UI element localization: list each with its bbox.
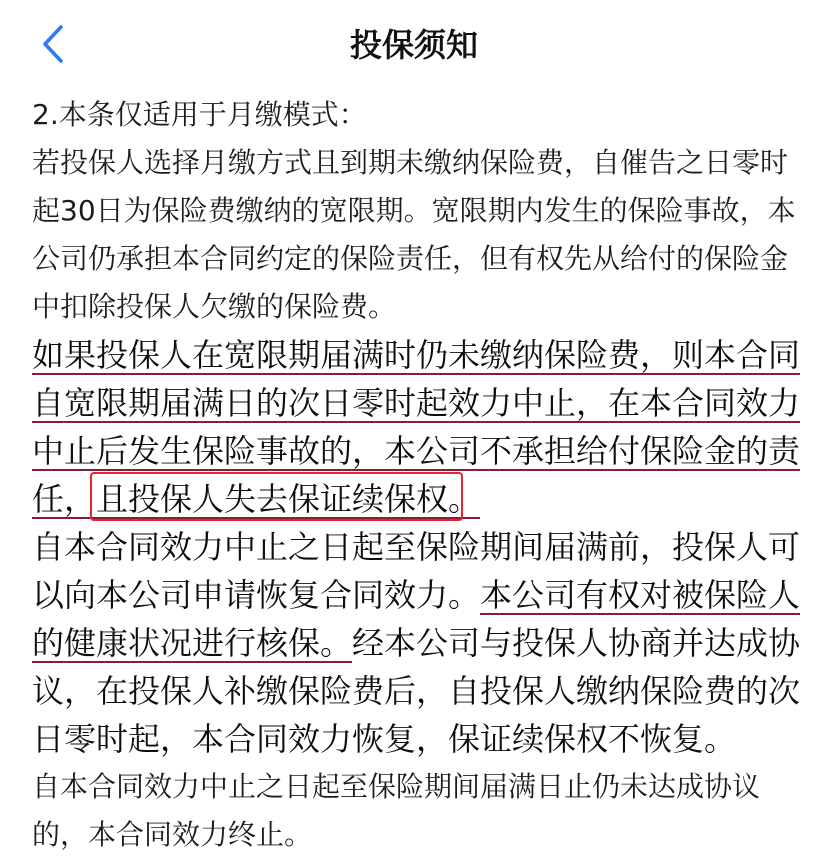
- text-line: [32, 619, 828, 667]
- clause-termination: [32, 763, 828, 859]
- highlighted-text: [96, 475, 480, 523]
- text-line: 起30日为保险费缴纳的宽限期。宽限期内发生的保险事故，本: [32, 194, 796, 227]
- notice-content: [0, 91, 828, 859]
- underlined-text: 本公司有权对被保险人: [480, 576, 801, 614]
- text-line: 中扣除投保人欠缴的保险费。: [32, 290, 397, 323]
- text-line: 日零时起，本合同效力恢复，保证续保权不恢复。: [32, 720, 737, 758]
- text-line: [32, 571, 828, 619]
- text-line: [32, 331, 828, 379]
- plain-text: 以向本公司申请恢复合同效力。: [32, 576, 481, 614]
- underlined-text: 自宽限期届满日的次日零时起效力中止，在本合同效力: [32, 384, 801, 422]
- underlined-text: 如果投保人在宽限期届满时仍未缴纳保险费，则本合同: [32, 336, 801, 374]
- plain-text: 经本公司与投保人协商并达成协: [352, 624, 801, 662]
- clause-suspension: [32, 331, 828, 523]
- text-line: 公司仍承担本合同约定的保险责任，但有权先从给付的保险金: [32, 242, 789, 275]
- clause-heading: 2.本条仅适用于月缴模式：: [32, 98, 367, 131]
- text-line: 自本合同效力中止之日起至保险期间届满日止仍未达成协议: [32, 770, 761, 803]
- underlined-text: 且投保人失去保证续保权。: [96, 480, 481, 518]
- text-line: 的，本合同效力终止。: [32, 818, 313, 851]
- underlined-text: 任，: [32, 480, 97, 518]
- clause-reinstatement: [32, 523, 828, 763]
- underlined-text: 中止后发生保险事故的，本公司不承担给付保险金的责: [32, 432, 801, 470]
- text-line: [32, 475, 828, 523]
- nav-bar: [0, 0, 828, 91]
- underlined-text: 的健康状况进行核保。: [32, 624, 353, 662]
- text-line: 若投保人选择月缴方式且到期未缴纳保险费，自催告之日零时: [32, 146, 789, 179]
- text-line: [32, 379, 828, 427]
- text-line: 自本合同效力中止之日起至保险期间届满前，投保人可: [32, 528, 801, 566]
- text-line: 议，在投保人补缴保险费后，自投保人缴纳保险费的次: [32, 672, 801, 710]
- clause-grace-period: [32, 91, 828, 331]
- page-title: 投保须知: [349, 26, 478, 64]
- text-line: [32, 427, 828, 475]
